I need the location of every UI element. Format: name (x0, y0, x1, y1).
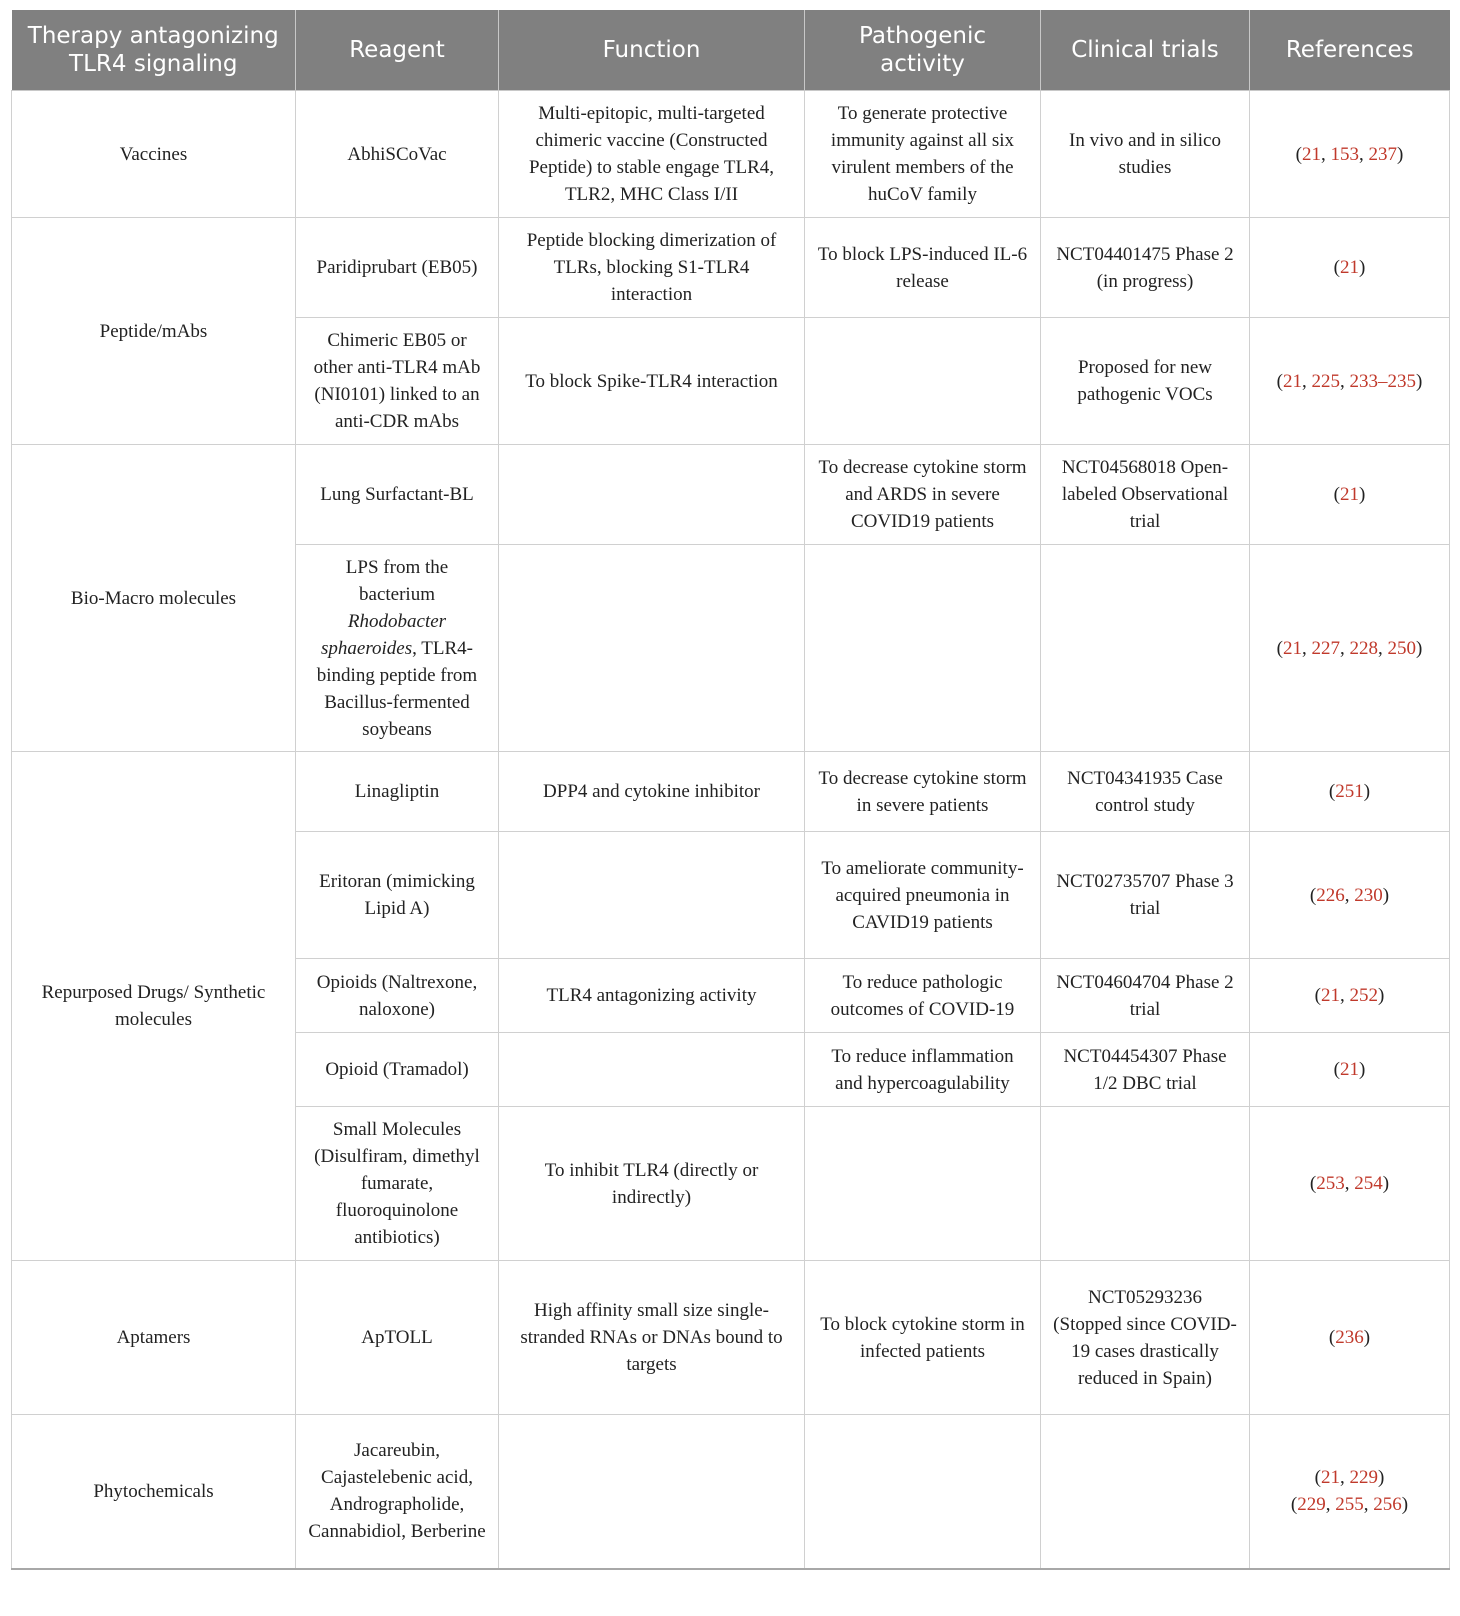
table-body (12, 91, 1450, 1569)
reference-line: (21) (1333, 257, 1366, 278)
references-cell (1250, 445, 1450, 545)
therapy-category: Bio-Macro molecules (12, 445, 296, 752)
reagent-cell: AbhiSCoVac (296, 91, 499, 218)
reference-line: (21, 153, 237) (1295, 143, 1404, 165)
reference-link[interactable]: 253 (1316, 1173, 1345, 1194)
reference-link[interactable]: 256 (1373, 1494, 1402, 1516)
clinical-trials-cell (1041, 1107, 1250, 1261)
table-row (12, 1261, 1450, 1415)
reagent-cell: Jacareubin, Cajastelebenic acid, Andrographolide, Cannabidiol, Berberine (296, 1415, 499, 1569)
table-row (12, 1415, 1450, 1569)
table-row (12, 218, 1450, 318)
references-cell (1250, 832, 1450, 959)
reference-link[interactable]: 225 (1311, 370, 1340, 392)
header-pathogenic-activity: Pathogenic activity (805, 10, 1041, 91)
reference-link[interactable]: 250 (1387, 637, 1416, 659)
clinical-trials-cell: NCT04454307 Phase 1/2 DBC trial (1041, 1033, 1250, 1107)
reagent-cell (296, 545, 499, 752)
function-cell (499, 1415, 805, 1569)
function-cell: To block Spike-TLR4 interaction (499, 318, 805, 445)
function-cell: To inhibit TLR4 (directly or indirectly) (499, 1107, 805, 1261)
reference-line: (251) (1328, 781, 1371, 802)
pathogenic-activity-cell: To reduce pathologic outcomes of COVID-19 (805, 959, 1041, 1033)
reference-line: (21) (1333, 1059, 1366, 1080)
clinical-trials-cell: NCT04568018 Open-labeled Observational trial (1041, 445, 1250, 545)
reference-link[interactable]: 237 (1368, 143, 1397, 165)
reference-link[interactable]: 21 (1340, 484, 1359, 505)
clinical-trials-cell: NCT04401475 Phase 2 (in progress) (1041, 218, 1250, 318)
therapy-category: Aptamers (12, 1261, 296, 1415)
pathogenic-activity-cell: To reduce inflammation and hypercoagulability (805, 1033, 1041, 1107)
therapy-table (11, 10, 1450, 1570)
reference-link[interactable]: 228 (1349, 637, 1378, 659)
reagent-cell: Eritoran (mimicking Lipid A) (296, 832, 499, 959)
pathogenic-activity-cell: To decrease cytokine storm in severe patients (805, 752, 1041, 832)
reference-line: (236) (1328, 1327, 1371, 1348)
reference-link[interactable]: 21 (1321, 1467, 1340, 1489)
pathogenic-activity-cell (805, 545, 1041, 752)
pathogenic-activity-cell (805, 1107, 1041, 1261)
reference-link[interactable]: 227 (1311, 637, 1340, 659)
function-cell: DPP4 and cytokine inhibitor (499, 752, 805, 832)
therapy-category: Peptide/mAbs (12, 218, 296, 445)
reference-link[interactable]: 229 (1349, 1467, 1378, 1489)
table-row (12, 445, 1450, 545)
header-references: References (1250, 10, 1450, 91)
table-row (12, 752, 1450, 832)
function-cell (499, 832, 805, 959)
reference-link[interactable]: 21 (1340, 257, 1359, 278)
header-clinical-trials: Clinical trials (1041, 10, 1250, 91)
reference-link[interactable]: 236 (1335, 1327, 1364, 1348)
clinical-trials-cell: In vivo and in silico studies (1041, 91, 1250, 218)
reference-link[interactable]: 21 (1340, 1059, 1359, 1080)
references-cell (1250, 318, 1450, 445)
pathogenic-activity-cell (805, 1415, 1041, 1569)
reagent-cell: Linagliptin (296, 752, 499, 832)
reference-link[interactable]: 21 (1283, 637, 1302, 659)
function-cell: Peptide blocking dimerization of TLRs, blocking S1-TLR4 interaction (499, 218, 805, 318)
function-cell: TLR4 antagonizing activity (499, 959, 805, 1033)
table-row (12, 91, 1450, 218)
therapy-category: Phytochemicals (12, 1415, 296, 1569)
pathogenic-activity-cell (805, 318, 1041, 445)
clinical-trials-cell: NCT05293236 (Stopped since COVID-19 cases drastically reduced in Spain) (1041, 1261, 1250, 1415)
reference-line: (21) (1333, 484, 1366, 505)
reagent-cell: ApTOLL (296, 1261, 499, 1415)
header-row (12, 10, 1450, 91)
references-cell (1250, 91, 1450, 218)
reference-link[interactable]: 255 (1335, 1494, 1364, 1516)
function-cell (499, 545, 805, 752)
pathogenic-activity-cell: To generate protective immunity against all six virulent members of the huCoV family (805, 91, 1041, 218)
reference-line: (21, 227, 228, 250) (1276, 637, 1423, 659)
reagent-cell: Lung Surfactant-BL (296, 445, 499, 545)
clinical-trials-cell: Proposed for new pathogenic VOCs (1041, 318, 1250, 445)
therapy-category: Vaccines (12, 91, 296, 218)
references-cell (1250, 1107, 1450, 1261)
species-name: Rhodobacter sphaeroides (321, 610, 447, 659)
reference-line: (253, 254) (1309, 1173, 1390, 1194)
reagent-text: LPS from the bacterium (345, 556, 449, 605)
reference-link[interactable]: 254 (1354, 1173, 1383, 1194)
clinical-trials-cell: NCT04341935 Case control study (1041, 752, 1250, 832)
references-cell (1250, 959, 1450, 1033)
clinical-trials-cell (1041, 1415, 1250, 1569)
function-cell (499, 445, 805, 545)
clinical-trials-cell (1041, 545, 1250, 752)
reagent-cell: Opioid (Tramadol) (296, 1033, 499, 1107)
reference-link[interactable]: 233–235 (1349, 370, 1416, 392)
reference-link[interactable]: 251 (1335, 781, 1364, 802)
reagent-cell: Opioids (Naltrexone, naloxone) (296, 959, 499, 1033)
reagent-cell: Chimeric EB05 or other anti-TLR4 mAb (NI0101) linked to an anti-CDR mAbs (296, 318, 499, 445)
function-cell (499, 1033, 805, 1107)
reference-link[interactable]: 21 (1283, 370, 1302, 392)
references-cell (1250, 545, 1450, 752)
references-cell (1250, 1261, 1450, 1415)
reference-link[interactable]: 230 (1354, 884, 1383, 906)
references-cell (1250, 1033, 1450, 1107)
reference-line: (21, 225, 233–235) (1276, 370, 1423, 392)
clinical-trials-cell: NCT02735707 Phase 3 trial (1041, 832, 1250, 959)
reagent-text: , TLR4-binding peptide from Bacillus-fermented soybeans (316, 637, 478, 740)
therapy-category: Repurposed Drugs/ Synthetic molecules (12, 752, 296, 1261)
reagent-cell: Small Molecules (Disulfiram, dimethyl fumarate, fluoroquinolone antibiotics) (296, 1107, 499, 1261)
reagent-cell: Paridiprubart (EB05) (296, 218, 499, 318)
references-cell (1250, 218, 1450, 318)
references-cell (1250, 1415, 1450, 1569)
header-therapy: Therapy antagonizing TLR4 signaling (12, 10, 296, 91)
pathogenic-activity-cell: To decrease cytokine storm and ARDS in severe COVID19 patients (805, 445, 1041, 545)
reference-line: (229, 255, 256) (1290, 1494, 1409, 1516)
reference-line: (226, 230) (1309, 884, 1390, 906)
header-function: Function (499, 10, 805, 91)
clinical-trials-cell: NCT04604704 Phase 2 trial (1041, 959, 1250, 1033)
pathogenic-activity-cell: To ameliorate community-acquired pneumonia in CAVID19 patients (805, 832, 1041, 959)
header-reagent: Reagent (296, 10, 499, 91)
reference-line: (21, 229) (1314, 1467, 1385, 1489)
reference-link[interactable]: 21 (1302, 143, 1321, 165)
reference-link[interactable]: 153 (1330, 143, 1359, 165)
reference-link[interactable]: 21 (1321, 985, 1340, 1006)
pathogenic-activity-cell: To block LPS-induced IL-6 release (805, 218, 1041, 318)
references-cell (1250, 752, 1450, 832)
reference-line: (21, 252) (1314, 985, 1385, 1006)
pathogenic-activity-cell: To block cytokine storm in infected patients (805, 1261, 1041, 1415)
reference-link[interactable]: 229 (1297, 1494, 1326, 1516)
reference-link[interactable]: 252 (1349, 985, 1378, 1006)
function-cell: Multi-epitopic, multi-targeted chimeric vaccine (Constructed Peptide) to stable engage TLR4, TLR2, MHC Class I/II (499, 91, 805, 218)
reference-link[interactable]: 226 (1316, 884, 1345, 906)
function-cell: High affinity small size single-stranded RNAs or DNAs bound to targets (499, 1261, 805, 1415)
